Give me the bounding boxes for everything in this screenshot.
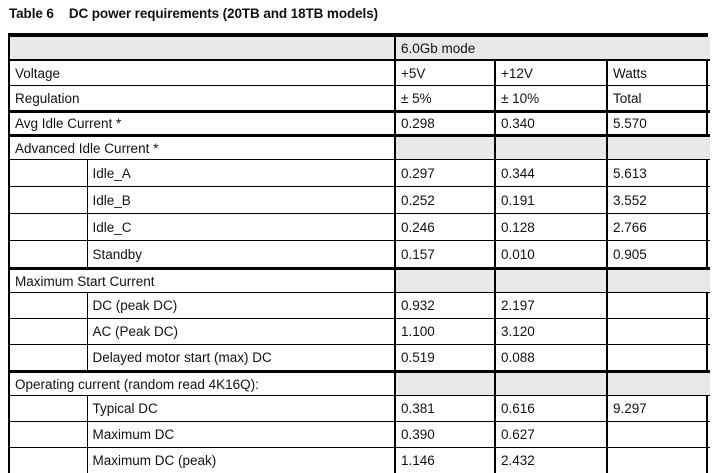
value-cell-watts bbox=[607, 269, 710, 293]
value-cell-watts: 2.766 bbox=[607, 214, 710, 241]
value-cell-12v: 3.120 bbox=[495, 319, 607, 345]
value-cell-5v: +5V bbox=[395, 60, 495, 86]
row-label: Delayed motor start (max) DC bbox=[87, 345, 395, 372]
value-cell-12v: 2.432 bbox=[495, 448, 607, 473]
table-caption-text: DC power requirements (20TB and 18TB models) bbox=[69, 6, 378, 21]
value-cell-12v: ± 10% bbox=[495, 86, 607, 112]
row-label: Idle_B bbox=[87, 187, 395, 214]
table-row-standby bbox=[10, 241, 710, 269]
value-cell-5v: ± 5% bbox=[395, 86, 495, 112]
value-cell-watts: 5.613 bbox=[607, 160, 710, 187]
value-cell-12v: 0.616 bbox=[495, 396, 607, 422]
value-cell-12v: 0.088 bbox=[495, 345, 607, 372]
mode-header-cell: 6.0Gb mode bbox=[395, 37, 710, 60]
indent-cell bbox=[10, 422, 87, 448]
value-cell-watts: 9.297 bbox=[607, 396, 710, 422]
table-row-idle-b bbox=[10, 187, 710, 214]
table-row-operating-current-section bbox=[10, 372, 710, 396]
indent-cell bbox=[10, 160, 87, 187]
row-label: AC (Peak DC) bbox=[87, 319, 395, 345]
value-cell-5v: 0.246 bbox=[395, 214, 495, 241]
value-cell-5v: 0.157 bbox=[395, 241, 495, 269]
table-row-avg-idle bbox=[10, 112, 710, 136]
row-label: DC (peak DC) bbox=[87, 293, 395, 319]
value-cell-5v: 0.252 bbox=[395, 187, 495, 214]
value-cell-12v: 0.627 bbox=[495, 422, 607, 448]
section-label: Operating current (random read 4K16Q): bbox=[10, 372, 395, 396]
value-cell-watts bbox=[607, 293, 710, 319]
value-cell-watts: 3.552 bbox=[607, 187, 710, 214]
value-cell-watts: 0.905 bbox=[607, 241, 710, 269]
value-cell-5v: 0.297 bbox=[395, 160, 495, 187]
indent-cell bbox=[10, 187, 87, 214]
indent-cell bbox=[10, 214, 87, 241]
value-cell-12v: +12V bbox=[495, 60, 607, 86]
table-row-delayed-motor-start bbox=[10, 345, 710, 372]
value-cell-12v bbox=[495, 136, 607, 160]
value-cell-watts: 5.570 bbox=[607, 112, 710, 136]
value-cell-watts bbox=[607, 422, 710, 448]
value-cell-5v: 1.146 bbox=[395, 448, 495, 473]
table-row-voltage bbox=[10, 60, 710, 86]
value-cell-12v bbox=[495, 372, 607, 396]
value-cell-12v bbox=[495, 269, 607, 293]
table-row-mode-header bbox=[10, 37, 710, 60]
indent-cell bbox=[10, 345, 87, 372]
row-label: Typical DC bbox=[87, 396, 395, 422]
value-cell-5v: 0.519 bbox=[395, 345, 495, 372]
value-cell-watts bbox=[607, 319, 710, 345]
dc-power-table-frame bbox=[8, 33, 708, 473]
value-cell-12v: 0.191 bbox=[495, 187, 607, 214]
indent-cell bbox=[10, 293, 87, 319]
value-cell-5v: 0.932 bbox=[395, 293, 495, 319]
indent-cell bbox=[10, 319, 87, 345]
value-cell-watts bbox=[607, 345, 710, 372]
value-cell-5v: 0.390 bbox=[395, 422, 495, 448]
value-cell-5v bbox=[395, 136, 495, 160]
table-caption-number: Table 6 bbox=[9, 6, 54, 21]
table-row-idle-a bbox=[10, 160, 710, 187]
table-row-typical-dc bbox=[10, 396, 710, 422]
value-cell-5v: 0.381 bbox=[395, 396, 495, 422]
value-cell-5v: 1.100 bbox=[395, 319, 495, 345]
row-label: Idle_C bbox=[87, 214, 395, 241]
value-cell-12v: 0.128 bbox=[495, 214, 607, 241]
indent-cell bbox=[10, 448, 87, 473]
table-row-advanced-idle-section bbox=[10, 136, 710, 160]
section-label: Advanced Idle Current * bbox=[10, 136, 395, 160]
indent-cell bbox=[10, 241, 87, 269]
table-row-maximum-dc-peak bbox=[10, 448, 710, 473]
value-cell-watts bbox=[607, 136, 710, 160]
empty-header-cell bbox=[10, 37, 395, 60]
value-cell-5v bbox=[395, 269, 495, 293]
value-cell-watts: Total bbox=[607, 86, 710, 112]
table-caption bbox=[9, 6, 378, 21]
value-cell-watts bbox=[607, 372, 710, 396]
value-cell-5v: 0.298 bbox=[395, 112, 495, 136]
indent-cell bbox=[10, 396, 87, 422]
value-cell-watts: Watts bbox=[607, 60, 710, 86]
table-row-max-start-section bbox=[10, 269, 710, 293]
section-label: Maximum Start Current bbox=[10, 269, 395, 293]
value-cell-12v: 0.344 bbox=[495, 160, 607, 187]
table-row-regulation bbox=[10, 86, 710, 112]
row-label: Avg Idle Current * bbox=[10, 112, 395, 136]
row-label: Regulation bbox=[10, 86, 395, 112]
dc-power-table bbox=[10, 37, 710, 473]
table-row-ac-peak bbox=[10, 319, 710, 345]
table-row-dc-peak bbox=[10, 293, 710, 319]
table-row-idle-c bbox=[10, 214, 710, 241]
value-cell-12v: 0.010 bbox=[495, 241, 607, 269]
value-cell-5v bbox=[395, 372, 495, 396]
row-label: Idle_A bbox=[87, 160, 395, 187]
row-label: Maximum DC (peak) bbox=[87, 448, 395, 473]
table-row-maximum-dc bbox=[10, 422, 710, 448]
value-cell-watts bbox=[607, 448, 710, 473]
row-label: Maximum DC bbox=[87, 422, 395, 448]
value-cell-12v: 0.340 bbox=[495, 112, 607, 136]
row-label: Standby bbox=[87, 241, 395, 269]
value-cell-12v: 2.197 bbox=[495, 293, 607, 319]
row-label: Voltage bbox=[10, 60, 395, 86]
